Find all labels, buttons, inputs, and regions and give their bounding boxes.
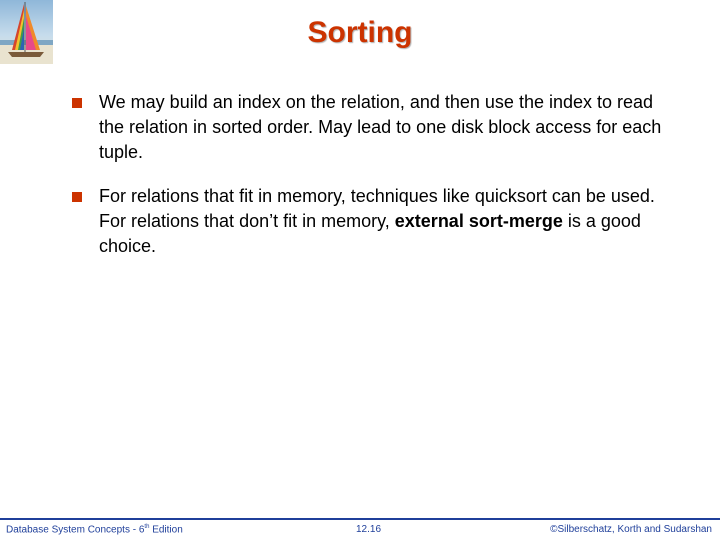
square-bullet-icon (72, 98, 82, 108)
bullet-list (72, 90, 672, 278)
footer-book-prefix: Database System Concepts - 6 (6, 524, 145, 536)
bullet-text: is a good choice. (99, 211, 641, 256)
footer-book-title (6, 524, 183, 535)
footer-copyright: ©Silberschatz, Korth and Sudarshan (550, 524, 712, 535)
bullet-bold-term: external sort-merge (394, 211, 563, 231)
bullet-item (72, 184, 672, 259)
bullet-text: For relations that fit in memory, techniques like quicksort can be used. For relations that don’t fit in memory, (99, 186, 655, 231)
bullet-text: We may build an index on the relation, and then use the index to read the relation in sorted order. May lead to one disk block access for each tuple. (99, 92, 662, 162)
footer-page-number: 12.16 (356, 524, 382, 535)
footer-divider (0, 518, 720, 520)
bullet-item (72, 90, 672, 165)
footer-book-sup: th (144, 524, 150, 530)
square-bullet-icon (72, 192, 82, 202)
slide-title: Sorting (307, 16, 413, 49)
footer-book-suffix: Edition (149, 524, 183, 536)
